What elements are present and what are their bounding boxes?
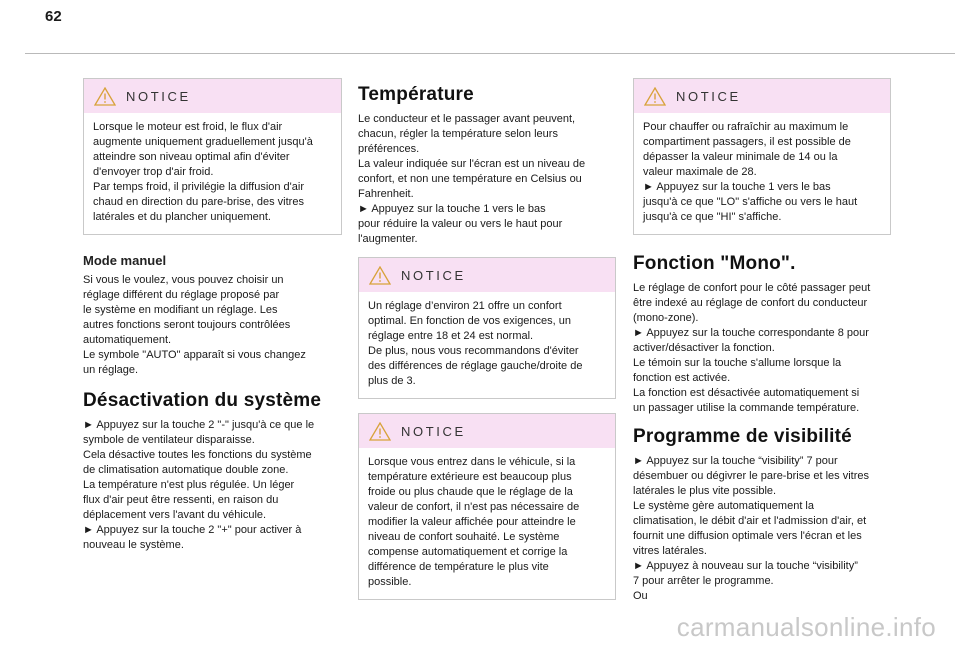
text-line: réglage entre 18 et 24 est normal. [368,330,534,342]
text-line: être indexé au réglage de confort du conducteur [633,297,868,309]
notice-header [359,258,615,292]
text-line: des différences de réglage gauche/droite de [368,360,583,372]
text-line: ► Appuyez sur la touche 2 "+" pour activer à [83,524,302,536]
text-line: Fahrenheit. [358,188,414,200]
notice-header [84,79,341,113]
text-line: optimal. En fonction de vos exigences, un [368,315,572,327]
section-title-visibility: Programme de visibilité [633,426,852,447]
section-title-manual-mode: Mode manuel [83,253,167,268]
notice-title: NOTICE [401,423,466,439]
text-line: préférences. [358,143,420,155]
notice-box-outside-temperature [358,413,616,600]
text-line: vitres latérales. [633,545,707,557]
text-line: le système en modifiant un réglage. Les [83,304,278,316]
text-line: Lorsque vous entrez dans le véhicule, si la [368,456,576,468]
notice-header [359,414,615,448]
text-line: fonction est activée. [633,372,731,384]
notice-body [634,113,890,234]
text-line: De plus, nous vous recommandons d'éviter [368,345,579,357]
text-line: fournit une diffusion optimale vers l'écran et les [633,530,862,542]
text-line: déplacement vers l'avant du véhicule. [83,509,267,521]
text-line: nouveau le système. [83,539,184,551]
column-2 [358,78,616,614]
text-line: Cela désactive toutes les fonctions du système [83,449,312,461]
text-line: jusqu'à ce que "LO" s'affiche ou vers le haut [643,196,858,208]
text-line: La valeur indiquée sur l'écran est un niveau de [358,158,586,170]
text-line: chacun, régler la température selon leurs [358,128,558,140]
notice-box-comfort-setting [358,257,616,399]
text-line: Si vous le voulez, vous pouvez choisir un [83,274,284,286]
text-line: ► Appuyez à nouveau sur la touche “visibility” [633,560,858,572]
column-1 [83,78,342,553]
text-line: modifier la valeur affichée pour atteindre le [368,516,576,528]
text-line: latérales et du plancher uniquement. [93,211,271,223]
notice-box-max-heating [633,78,891,235]
watermark: carmanualsonline.info [676,612,936,642]
text-line: ► Appuyez sur la touche 1 vers le bas [643,181,831,193]
text-line: La fonction est désactivée automatiquement si [633,387,860,399]
notice-header [634,79,890,113]
text-line: ► Appuyez sur la touche 2 "-" jusqu'à ce que le [83,419,315,431]
text-line: activer/désactiver la fonction. [633,342,775,354]
text-line: automatiquement. [83,334,172,346]
text-line: Le système gère automatiquement la [633,500,814,512]
text-line: pour réduire la valeur ou vers le haut pour [358,218,563,230]
text-line: (mono-zone). [633,312,699,324]
text-line: Lorsque le moteur est froid, le flux d'air [93,121,283,133]
text-line: froide ou plus chaude que le réglage de la [368,486,573,498]
section-title-deactivation: Désactivation du système [83,390,322,411]
paragraph-manual-mode [83,273,342,378]
warning-triangle-icon [369,422,391,441]
text-line: Un réglage d’environ 21 offre un confort [368,300,562,312]
text-line: niveau de confort souhaité. Le système [368,531,560,543]
text-line: Le symbole "AUTO" apparaît si vous changez [83,349,306,361]
section-title-temperature: Température [358,84,474,105]
text-line: chaud en direction du pare-brise, des vitres [93,196,304,208]
text-line: dépasser la valeur minimale de 14 ou la [643,151,838,163]
page-number: 62 [45,8,62,25]
notice-title: NOTICE [676,88,741,104]
notice-body [84,113,341,234]
text-line: de climatisation automatique double zone. [83,464,289,476]
text-line: l'augmenter. [358,233,418,245]
text-line: Le conducteur et le passager avant peuvent, [358,113,576,125]
warning-triangle-icon [369,266,391,285]
text-line: Ou [633,590,648,602]
text-line: La température n'est plus régulée. Un léger [83,479,295,491]
text-line: réglage différent du réglage proposé par [83,289,280,301]
notice-title: NOTICE [401,267,466,283]
text-line: atteindre son niveau optimal afin d'éviter [93,151,290,163]
text-line: valeur maximale de 28. [643,166,757,178]
section-title-mono: Fonction "Mono". [633,253,796,274]
text-line: différence de température le plus vite [368,561,549,573]
text-line: désembuer ou dégivrer le pare-brise et les vitres [633,470,870,482]
paragraph-temperature [358,112,616,247]
notice-title: NOTICE [126,88,191,104]
text-line: 7 pour arrêter le programme. [633,575,774,587]
notice-body [359,292,615,398]
text-line: ► Appuyez sur la touche “visibility” 7 pour [633,455,838,467]
text-line: symbole de ventilateur disparaisse. [83,434,255,446]
text-line: possible. [368,576,412,588]
text-line: d'envoyer trop d'air froid. [93,166,214,178]
text-line: un passager utilise la commande température. [633,402,860,414]
text-line: Par temps froid, il privilégie la diffusion d'air [93,181,304,193]
text-line: confort, et non une température en Celsius ou [358,173,582,185]
notice-body [359,448,615,599]
text-line: Le réglage de confort pour le côté passager peut [633,282,871,294]
paragraph-deactivation [83,418,342,553]
text-line: ► Appuyez sur la touche 1 vers le bas [358,203,546,215]
text-line: jusqu'à ce que "HI" s'affiche. [643,211,782,223]
text-line: valeur de confort, il n'est pas nécessaire de [368,501,580,513]
paragraph-visibility [633,454,891,604]
text-line: augmente uniquement graduellement jusqu'à [93,136,313,148]
text-line: flux d'air peut être ressenti, en raison du [83,494,279,506]
warning-triangle-icon [94,87,116,106]
warning-triangle-icon [644,87,666,106]
text-line: autres fonctions seront toujours contrôlées [83,319,291,331]
text-line: un réglage. [83,364,139,376]
paragraph-mono [633,281,891,416]
text-line: Pour chauffer ou rafraîchir au maximum le [643,121,849,133]
text-line: plus de 3. [368,375,416,387]
text-line: latérales le plus vite possible. [633,485,777,497]
header-divider [25,53,955,54]
text-line: Le témoin sur la touche s'allume lorsque la [633,357,842,369]
text-line: compartiment passagers, il est possible de [643,136,851,148]
text-line: température extérieure est beaucoup plus [368,471,572,483]
column-3 [633,78,891,604]
text-line: compense automatiquement et corrige la [368,546,568,558]
notice-box-cold-engine [83,78,342,235]
text-line: climatisation, le débit d'air et l'admission d'air, et [633,515,867,527]
text-line: ► Appuyez sur la touche correspondante 8 pour [633,327,869,339]
